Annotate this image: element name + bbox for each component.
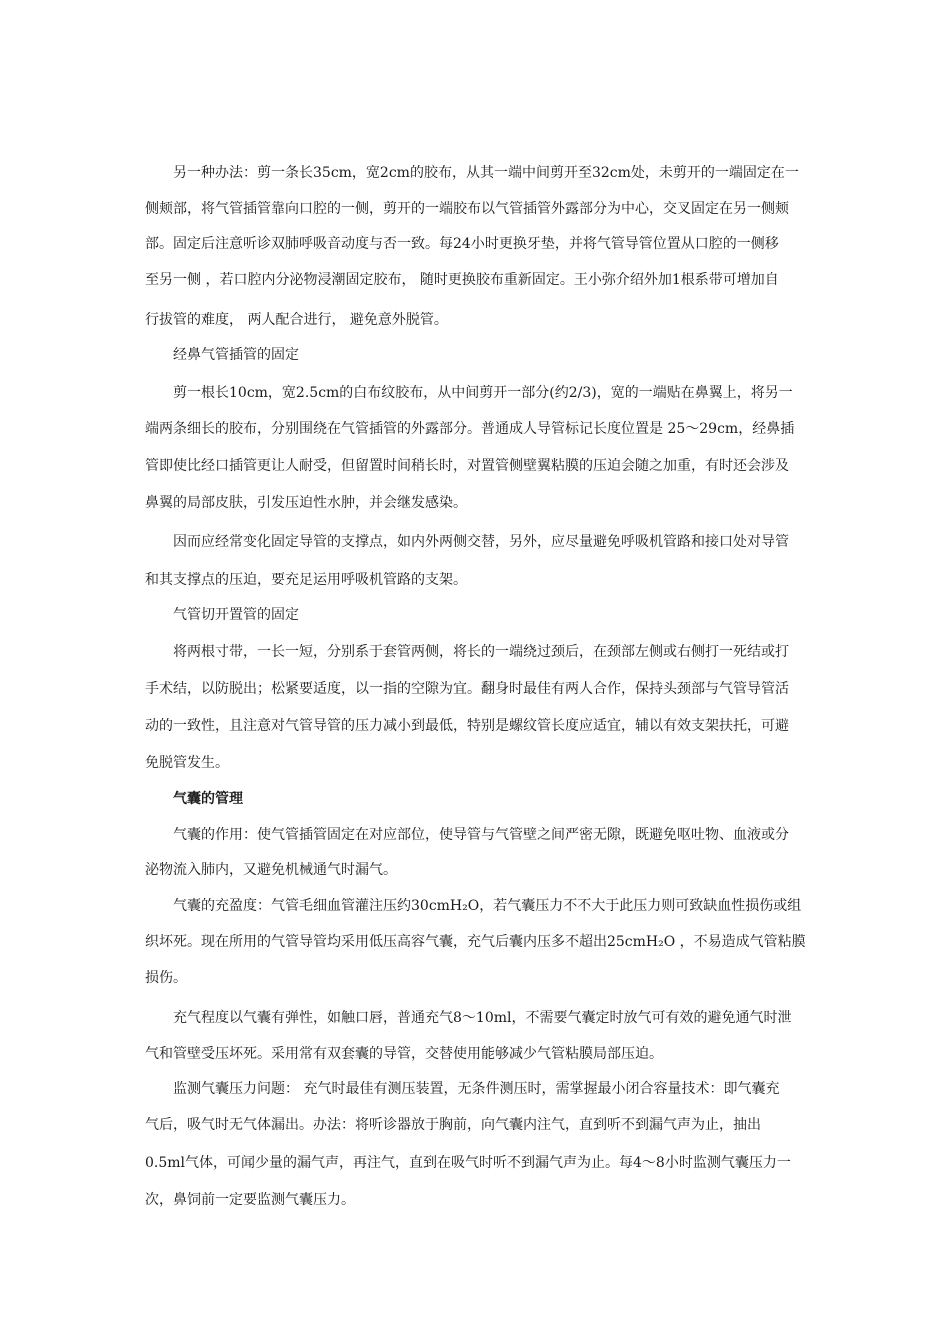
paragraph-line: 因而应经常变化固定导管的支撑点，如内外两侧交替，另外，应尽量避免呼吸机管路和接口处对导管 [173,534,789,550]
paragraph-line: 次，鼻饲前一定要监测气囊压力。 [145,1192,355,1208]
paragraph-line: 织坏死。现在所用的气管导管均采用低压高容气囊，充气后囊内压多不超出25cmH₂O ，不易造成气管粘膜 [145,934,806,950]
paragraph-line: 气和管壁受压坏死。采用常有双套囊的导管，交替使用能够减少气管粘膜局部压迫。 [145,1046,663,1062]
paragraph-line: 动的一致性，且注意对气管导管的压力减小到最低，特别是螺纹管长度应适宜，辅以有效支架扶托，可避 [145,718,789,734]
paragraph-line: 泌物流入肺内，又避免机械通气时漏气。 [145,862,397,878]
paragraph-line: 手术结，以防脱出；松紧要适度，以一指的空隙为宜。翻身时最佳有两人合作，保持头颈部与气管导管活 [145,681,789,697]
paragraph-line: 端两条细长的胶布，分别围绕在气管插管的外露部分。普通成人导管标记长度位置是 25～29cm，经鼻插 [145,421,795,437]
paragraph-line: 管即使比经口插管更让人耐受，但留置时间稍长时，对置管侧壁翼粘膜的压迫会随之加重，有时还会涉及 [145,458,789,474]
paragraph-line: 鼻翼的局部皮肤，引发压迫性水肿，并会继发感染。 [145,495,467,511]
paragraph-line: 部。固定后注意听诊双肺呼吸音动度与否一致。每24小时更换牙垫，并将气管导管位置从口腔的一侧移 [145,236,779,252]
paragraph-line: 和其支撑点的压迫，要充足运用呼吸机管路的支架。 [145,572,467,588]
paragraph-line: 剪一根长10cm，宽2.5cm的白布纹胶布，从中间剪开一部分(约2/3)，宽的一端贴在鼻翼上，将另一 [173,385,793,401]
paragraph-line: 监测气囊压力问题： 充气时最佳有测压装置，无条件测压时，需掌握最小闭合容量技术：即气囊充 [173,1081,780,1097]
paragraph-line: 免脱管发生。 [145,755,229,771]
section-heading: 经鼻气管插管的固定 [173,347,299,363]
paragraph-line: 气囊的作用：使气管插管固定在对应部位，使导管与气管壁之间严密无隙，既避免呕吐物、血液或分 [173,827,789,843]
paragraph-line: 行拔管的难度， 两人配合进行， 避免意外脱管。 [145,312,448,328]
paragraph-line: 0.5ml气体，可闻少量的漏气声，再注气，直到在吸气时听不到漏气声为止。每4～8小时监测气囊压力一 [145,1155,791,1171]
paragraph-line: 将两根寸带，一长一短，分别系于套管两侧，将长的一端绕过颈后，在颈部左侧或右侧打一死结或打 [173,644,789,660]
paragraph-line: 侧颊部，将气管插管靠向口腔的一侧，剪开的一端胶布以气管插管外露部分为中心，交叉固定在另一侧颊 [145,201,789,217]
paragraph-line: 气后，吸气时无气体漏出。办法：将听诊器放于胸前，向气囊内注气，直到听不到漏气声为止，抽出 [145,1117,761,1133]
paragraph-line: 损伤。 [145,970,187,986]
paragraph-line: 另一种办法：剪一条长35cm，宽2cm的胶布，从其一端中间剪开至32cm处，未剪开的一端固定在一 [173,165,799,181]
section-heading-bold: 气囊的管理 [173,791,243,807]
section-heading: 气管切开置管的固定 [173,607,299,623]
paragraph-line: 充气程度以气囊有弹性，如触口唇，普通充气8～10ml，不需要气囊定时放气可有效的避免通气时泄 [173,1010,792,1026]
paragraph-line: 气囊的充盈度：气管毛细血管灌注压约30cmH₂O，若气囊压力不不大于此压力则可致缺血性损伤或组 [173,898,802,914]
paragraph-line: 至另一侧 ，若口腔内分泌物浸潮固定胶布， 随时更换胶布重新固定。王小弥介绍外加1根系带可增加自 [145,272,779,288]
